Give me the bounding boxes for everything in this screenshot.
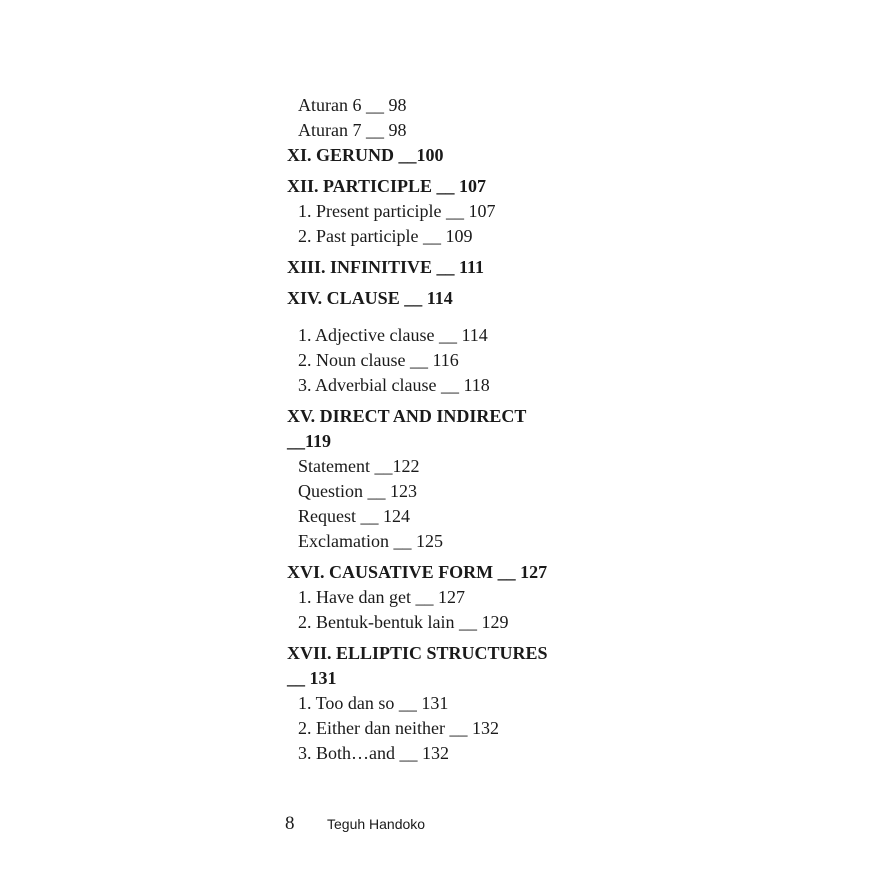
toc-entry: 3. Both…and __ 132	[298, 743, 449, 763]
toc-entry: 1. Too dan so __ 131	[298, 693, 449, 713]
toc-entry: Exclamation __ 125	[298, 531, 443, 551]
toc-entry: 2. Noun clause __ 116	[298, 350, 459, 370]
chapter-heading: XVII. ELLIPTIC STRUCTURES __ 131	[287, 643, 548, 688]
toc-entry: 2. Past participle __ 109	[298, 226, 473, 246]
toc-entry: Question __ 123	[298, 481, 417, 501]
toc-entry: 2. Bentuk-bentuk lain __ 129	[298, 612, 509, 632]
page-footer	[285, 812, 425, 836]
toc-entry: Aturan 7 __ 98	[298, 120, 407, 140]
toc-entry: 1. Present participle __ 107	[298, 201, 496, 221]
toc-entry: Aturan 6 __ 98	[298, 95, 407, 115]
chapter-heading: XV. DIRECT AND INDIRECT __119	[287, 406, 527, 451]
toc-entry: 1. Adjective clause __ 114	[298, 325, 488, 345]
page-number: 8	[285, 813, 295, 834]
chapter-heading: XII. PARTICIPLE __ 107	[287, 176, 487, 196]
toc-entry: Statement __122	[298, 456, 420, 476]
chapter-heading: XIII. INFINITIVE __ 111	[287, 257, 485, 277]
table-of-contents	[287, 93, 587, 766]
chapter-heading: XI. GERUND __100	[287, 145, 444, 165]
toc-entry: 3. Adverbial clause __ 118	[298, 375, 490, 395]
toc-entry: 1. Have dan get __ 127	[298, 587, 465, 607]
chapter-heading: XIV. CLAUSE __ 114	[287, 288, 453, 308]
chapter-heading: XVI. CAUSATIVE FORM __ 127	[287, 562, 548, 582]
toc-entry: Request __ 124	[298, 506, 410, 526]
author-name: Teguh Handoko	[327, 816, 426, 832]
toc-entry: 2. Either dan neither __ 132	[298, 718, 499, 738]
